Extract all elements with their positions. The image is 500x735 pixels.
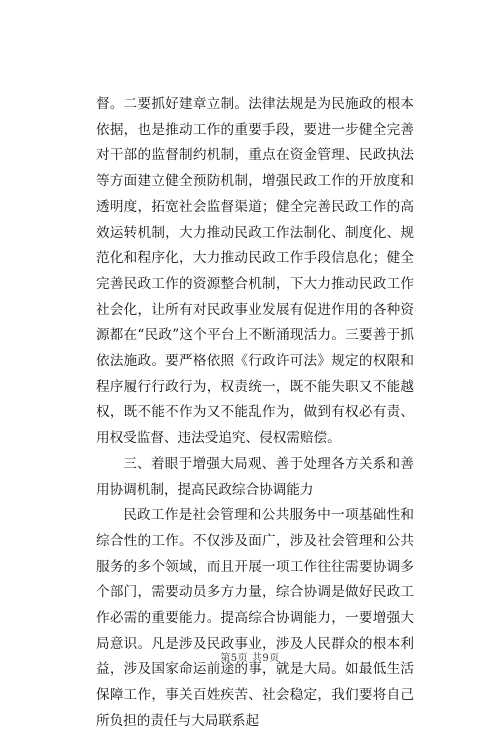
document-body [96,92,414,735]
section-heading: 三、着眼于增强大局观、善于处理各方关系和善用协调机制，提高民政综合协调能力 [96,455,414,498]
page-number-footer: 第5页 共9页 [220,653,280,664]
paragraph-body: 民政工作是社会管理和公共服务中一项基础性和综合性的工作。不仅涉及面广，涉及社会管理和公共服务的多个领域，而且开展一项工作往往需要协调多个部门，需要动员多方力量，综合协调是做好民政工作必需的重要能力。提高综合协调能力，一要增强大局意识。凡是涉及民政事业，涉及人民群众的根本利益，涉及国家命运前途的事，就是大局。如最低生活保障工作，事关百姓疾苦、社会稳定，我们要将自己所负担的责任与大局联系起 [96,507,414,729]
paragraph-continuation: 督。二要抓好建章立制。法律法规是为民施政的根本依据，也是推动工作的重要手段，要进一步健全完善对干部的监督制约机制，重点在资金管理、民政执法等方面建立健全预防机制，增强民政工作的开放度和透明度，拓宽社会监督渠道；健全完善民政工作的高效运转机制，大力推动民政工作法制化、制度化、规范化和程序化，大力推动民政工作手段信息化；健全完善民政工作的资源整合机制，下大力推动民政工作社会化，让所有对民政事业发展有促进作用的各种资源都在“民政”这个平台上不断涌现活力。三要善于抓依法施政。要严格依照《行政许可法》规定的权限和程序履行行政行为，权责统一，既不能失职又不能越权，既不能不作为又不能乱作为，做到有权必有责、用权受监督、违法受追究、侵权需赔偿。 [96,96,414,447]
